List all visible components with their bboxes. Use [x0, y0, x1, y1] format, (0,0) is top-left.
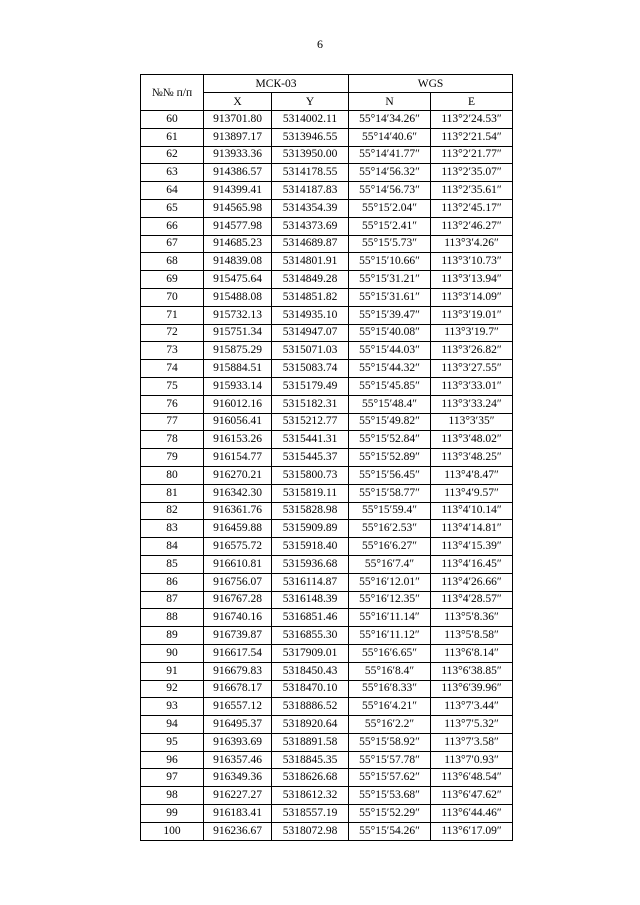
x-cell: 915933.14	[204, 377, 272, 395]
y-cell: 5314689.87	[272, 235, 349, 253]
e-cell: 113°7′3.58″	[431, 733, 513, 751]
y-cell: 5315212.77	[272, 413, 349, 431]
table-row	[141, 787, 513, 805]
table-header	[141, 75, 513, 111]
e-cell: 113°4′10.14″	[431, 502, 513, 520]
y-cell: 5318450.43	[272, 662, 349, 680]
e-cell: 113°5′8.36″	[431, 609, 513, 627]
table-row	[141, 271, 513, 289]
coordinates-table	[140, 74, 513, 841]
n-cell: 55°15′57.78″	[349, 751, 431, 769]
n-cell: 55°15′39.47″	[349, 306, 431, 324]
n-cell: 55°16′11.12″	[349, 627, 431, 645]
e-cell: 113°4′28.57″	[431, 591, 513, 609]
header-row-number: №№ п/п	[141, 75, 204, 111]
row-number-cell: 78	[141, 431, 204, 449]
e-cell: 113°6′47.62″	[431, 787, 513, 805]
x-cell: 916393.69	[204, 733, 272, 751]
e-cell: 113°3′19.01″	[431, 306, 513, 324]
row-number-cell: 93	[141, 698, 204, 716]
n-cell: 55°15′31.61″	[349, 288, 431, 306]
e-cell: 113°4′16.45″	[431, 555, 513, 573]
x-cell: 916236.67	[204, 822, 272, 840]
n-cell: 55°16′2.53″	[349, 520, 431, 538]
e-cell: 113°3′26.82″	[431, 342, 513, 360]
x-cell: 914577.98	[204, 217, 272, 235]
e-cell: 113°3′4.26″	[431, 235, 513, 253]
x-cell: 914386.57	[204, 164, 272, 182]
y-cell: 5318470.10	[272, 680, 349, 698]
y-cell: 5318612.32	[272, 787, 349, 805]
e-cell: 113°2′21.54″	[431, 128, 513, 146]
x-cell: 916342.30	[204, 484, 272, 502]
e-cell: 113°7′0.93″	[431, 751, 513, 769]
table-row	[141, 609, 513, 627]
table-row	[141, 413, 513, 431]
y-cell: 5318920.64	[272, 716, 349, 734]
x-cell: 916495.37	[204, 716, 272, 734]
e-cell: 113°6′8.14″	[431, 644, 513, 662]
x-cell: 915884.51	[204, 360, 272, 378]
n-cell: 55°15′54.26″	[349, 822, 431, 840]
e-cell: 113°6′17.09″	[431, 822, 513, 840]
row-number-cell: 95	[141, 733, 204, 751]
row-number-cell: 96	[141, 751, 204, 769]
row-number-cell: 92	[141, 680, 204, 698]
x-cell: 916756.07	[204, 573, 272, 591]
x-cell: 914685.23	[204, 235, 272, 253]
n-cell: 55°16′8.33″	[349, 680, 431, 698]
n-cell: 55°15′48.4″	[349, 395, 431, 413]
header-wgs: WGS	[349, 75, 513, 93]
row-number-cell: 88	[141, 609, 204, 627]
y-cell: 5314373.69	[272, 217, 349, 235]
n-cell: 55°15′2.04″	[349, 199, 431, 217]
table-row	[141, 182, 513, 200]
y-cell: 5314801.91	[272, 253, 349, 271]
table-row	[141, 306, 513, 324]
n-cell: 55°15′53.68″	[349, 787, 431, 805]
n-cell: 55°15′10.66″	[349, 253, 431, 271]
e-cell: 113°3′10.73″	[431, 253, 513, 271]
e-cell: 113°3′48.25″	[431, 449, 513, 467]
row-number-cell: 60	[141, 111, 204, 129]
e-cell: 113°6′44.46″	[431, 805, 513, 823]
x-cell: 915751.34	[204, 324, 272, 342]
x-cell: 916459.88	[204, 520, 272, 538]
n-cell: 55°15′44.03″	[349, 342, 431, 360]
row-number-cell: 87	[141, 591, 204, 609]
x-cell: 916740.16	[204, 609, 272, 627]
y-cell: 5315182.31	[272, 395, 349, 413]
n-cell: 55°16′7.4″	[349, 555, 431, 573]
row-number-cell: 85	[141, 555, 204, 573]
x-cell: 916183.41	[204, 805, 272, 823]
x-cell: 916270.21	[204, 466, 272, 484]
y-cell: 5313950.00	[272, 146, 349, 164]
row-number-cell: 97	[141, 769, 204, 787]
x-cell: 916575.72	[204, 538, 272, 556]
table-body	[141, 111, 513, 841]
e-cell: 113°4′9.57″	[431, 484, 513, 502]
n-cell: 55°14′56.73″	[349, 182, 431, 200]
row-number-cell: 76	[141, 395, 204, 413]
e-cell: 113°3′14.09″	[431, 288, 513, 306]
y-cell: 5315800.73	[272, 466, 349, 484]
y-cell: 5318886.52	[272, 698, 349, 716]
y-cell: 5315071.03	[272, 342, 349, 360]
row-number-cell: 62	[141, 146, 204, 164]
x-cell: 914565.98	[204, 199, 272, 217]
n-cell: 55°15′52.89″	[349, 449, 431, 467]
x-cell: 916154.77	[204, 449, 272, 467]
y-cell: 5318072.98	[272, 822, 349, 840]
y-cell: 5315819.11	[272, 484, 349, 502]
table-row	[141, 591, 513, 609]
x-cell: 913701.80	[204, 111, 272, 129]
y-cell: 5318557.19	[272, 805, 349, 823]
row-number-cell: 94	[141, 716, 204, 734]
y-cell: 5313946.55	[272, 128, 349, 146]
table-row	[141, 751, 513, 769]
n-cell: 55°15′45.85″	[349, 377, 431, 395]
x-cell: 916361.76	[204, 502, 272, 520]
x-cell: 915488.08	[204, 288, 272, 306]
n-cell: 55°15′44.32″	[349, 360, 431, 378]
table-row	[141, 342, 513, 360]
row-number-cell: 64	[141, 182, 204, 200]
y-cell: 5315445.37	[272, 449, 349, 467]
header-e: E	[431, 93, 513, 111]
x-cell: 916056.41	[204, 413, 272, 431]
e-cell: 113°4′15.39″	[431, 538, 513, 556]
n-cell: 55°14′41.77″	[349, 146, 431, 164]
row-number-cell: 77	[141, 413, 204, 431]
x-cell: 916610.81	[204, 555, 272, 573]
row-number-cell: 73	[141, 342, 204, 360]
x-cell: 915475.64	[204, 271, 272, 289]
e-cell: 113°2′24.53″	[431, 111, 513, 129]
y-cell: 5314849.28	[272, 271, 349, 289]
row-number-cell: 71	[141, 306, 204, 324]
e-cell: 113°7′5.32″	[431, 716, 513, 734]
table-row	[141, 716, 513, 734]
table-row	[141, 769, 513, 787]
table-row	[141, 217, 513, 235]
y-cell: 5315828.98	[272, 502, 349, 520]
table-row	[141, 377, 513, 395]
e-cell: 113°2′35.61″	[431, 182, 513, 200]
e-cell: 113°4′8.47″	[431, 466, 513, 484]
y-cell: 5316148.39	[272, 591, 349, 609]
x-cell: 916679.83	[204, 662, 272, 680]
row-number-cell: 75	[141, 377, 204, 395]
table-row	[141, 805, 513, 823]
y-cell: 5315918.40	[272, 538, 349, 556]
n-cell: 55°15′57.62″	[349, 769, 431, 787]
x-cell: 916678.17	[204, 680, 272, 698]
n-cell: 55°15′49.82″	[349, 413, 431, 431]
row-number-cell: 82	[141, 502, 204, 520]
e-cell: 113°6′38.85″	[431, 662, 513, 680]
n-cell: 55°16′2.2″	[349, 716, 431, 734]
table-row	[141, 164, 513, 182]
row-number-cell: 84	[141, 538, 204, 556]
n-cell: 55°15′58.77″	[349, 484, 431, 502]
row-number-cell: 83	[141, 520, 204, 538]
header-x: X	[204, 93, 272, 111]
row-number-cell: 65	[141, 199, 204, 217]
x-cell: 914839.08	[204, 253, 272, 271]
row-number-cell: 91	[141, 662, 204, 680]
y-cell: 5314947.07	[272, 324, 349, 342]
e-cell: 113°3′33.24″	[431, 395, 513, 413]
e-cell: 113°2′35.07″	[431, 164, 513, 182]
n-cell: 55°15′56.45″	[349, 466, 431, 484]
e-cell: 113°6′39.96″	[431, 680, 513, 698]
x-cell: 916557.12	[204, 698, 272, 716]
row-number-cell: 100	[141, 822, 204, 840]
e-cell: 113°6′48.54″	[431, 769, 513, 787]
n-cell: 55°16′12.35″	[349, 591, 431, 609]
table-row	[141, 288, 513, 306]
n-cell: 55°14′56.32″	[349, 164, 431, 182]
x-cell: 915875.29	[204, 342, 272, 360]
table-row	[141, 235, 513, 253]
y-cell: 5317909.01	[272, 644, 349, 662]
x-cell: 916767.28	[204, 591, 272, 609]
y-cell: 5314935.10	[272, 306, 349, 324]
row-number-cell: 69	[141, 271, 204, 289]
e-cell: 113°3′33.01″	[431, 377, 513, 395]
row-number-cell: 72	[141, 324, 204, 342]
y-cell: 5315179.49	[272, 377, 349, 395]
y-cell: 5315936.68	[272, 555, 349, 573]
e-cell: 113°2′45.17″	[431, 199, 513, 217]
row-number-cell: 67	[141, 235, 204, 253]
row-number-cell: 79	[141, 449, 204, 467]
table-row	[141, 431, 513, 449]
row-number-cell: 61	[141, 128, 204, 146]
table-row	[141, 111, 513, 129]
e-cell: 113°3′48.02″	[431, 431, 513, 449]
header-y: Y	[272, 93, 349, 111]
n-cell: 55°15′52.29″	[349, 805, 431, 823]
table-row	[141, 662, 513, 680]
e-cell: 113°2′46.27″	[431, 217, 513, 235]
row-number-cell: 89	[141, 627, 204, 645]
n-cell: 55°16′6.65″	[349, 644, 431, 662]
row-number-cell: 74	[141, 360, 204, 378]
header-msk03: МСК-03	[204, 75, 349, 93]
row-number-cell: 80	[141, 466, 204, 484]
table-row	[141, 520, 513, 538]
row-number-cell: 66	[141, 217, 204, 235]
x-cell: 915732.13	[204, 306, 272, 324]
table-row	[141, 395, 513, 413]
table-row	[141, 449, 513, 467]
n-cell: 55°16′11.14″	[349, 609, 431, 627]
e-cell: 113°3′27.55″	[431, 360, 513, 378]
row-number-cell: 70	[141, 288, 204, 306]
y-cell: 5315909.89	[272, 520, 349, 538]
row-number-cell: 86	[141, 573, 204, 591]
table-row	[141, 733, 513, 751]
n-cell: 55°15′52.84″	[349, 431, 431, 449]
x-cell: 916349.36	[204, 769, 272, 787]
header-n: N	[349, 93, 431, 111]
y-cell: 5318626.68	[272, 769, 349, 787]
x-cell: 916739.87	[204, 627, 272, 645]
e-cell: 113°4′26.66″	[431, 573, 513, 591]
e-cell: 113°3′19.7″	[431, 324, 513, 342]
x-cell: 916153.26	[204, 431, 272, 449]
table-row	[141, 253, 513, 271]
e-cell: 113°2′21.77″	[431, 146, 513, 164]
table-row	[141, 146, 513, 164]
table-row	[141, 128, 513, 146]
table-row	[141, 324, 513, 342]
table-row	[141, 680, 513, 698]
x-cell: 913897.17	[204, 128, 272, 146]
table-row	[141, 502, 513, 520]
e-cell: 113°3′35″	[431, 413, 513, 431]
n-cell: 55°14′40.6″	[349, 128, 431, 146]
table-row	[141, 644, 513, 662]
e-cell: 113°4′14.81″	[431, 520, 513, 538]
table-row	[141, 484, 513, 502]
y-cell: 5316855.30	[272, 627, 349, 645]
row-number-cell: 98	[141, 787, 204, 805]
y-cell: 5314178.55	[272, 164, 349, 182]
n-cell: 55°16′12.01″	[349, 573, 431, 591]
y-cell: 5314354.39	[272, 199, 349, 217]
y-cell: 5314187.83	[272, 182, 349, 200]
x-cell: 914399.41	[204, 182, 272, 200]
n-cell: 55°15′40.08″	[349, 324, 431, 342]
y-cell: 5314002.11	[272, 111, 349, 129]
e-cell: 113°7′3.44″	[431, 698, 513, 716]
table-row	[141, 466, 513, 484]
y-cell: 5314851.82	[272, 288, 349, 306]
x-cell: 913933.36	[204, 146, 272, 164]
e-cell: 113°3′13.94″	[431, 271, 513, 289]
n-cell: 55°16′4.21″	[349, 698, 431, 716]
table-row	[141, 555, 513, 573]
n-cell: 55°15′58.92″	[349, 733, 431, 751]
row-number-cell: 81	[141, 484, 204, 502]
row-number-cell: 99	[141, 805, 204, 823]
page-number: 6	[317, 37, 323, 51]
n-cell: 55°14′34.26″	[349, 111, 431, 129]
n-cell: 55°15′5.73″	[349, 235, 431, 253]
y-cell: 5318891.58	[272, 733, 349, 751]
y-cell: 5315441.31	[272, 431, 349, 449]
x-cell: 916227.27	[204, 787, 272, 805]
n-cell: 55°16′6.27″	[349, 538, 431, 556]
y-cell: 5316851.46	[272, 609, 349, 627]
n-cell: 55°15′31.21″	[349, 271, 431, 289]
x-cell: 916617.54	[204, 644, 272, 662]
y-cell: 5315083.74	[272, 360, 349, 378]
n-cell: 55°16′8.4″	[349, 662, 431, 680]
table-row	[141, 627, 513, 645]
table-row	[141, 360, 513, 378]
row-number-cell: 90	[141, 644, 204, 662]
row-number-cell: 68	[141, 253, 204, 271]
table-row	[141, 199, 513, 217]
x-cell: 916357.46	[204, 751, 272, 769]
table-row	[141, 573, 513, 591]
table-row	[141, 698, 513, 716]
e-cell: 113°5′8.58″	[431, 627, 513, 645]
n-cell: 55°15′59.4″	[349, 502, 431, 520]
y-cell: 5318845.35	[272, 751, 349, 769]
x-cell: 916012.16	[204, 395, 272, 413]
table-row	[141, 822, 513, 840]
y-cell: 5316114.87	[272, 573, 349, 591]
row-number-cell: 63	[141, 164, 204, 182]
table-row	[141, 538, 513, 556]
n-cell: 55°15′2.41″	[349, 217, 431, 235]
